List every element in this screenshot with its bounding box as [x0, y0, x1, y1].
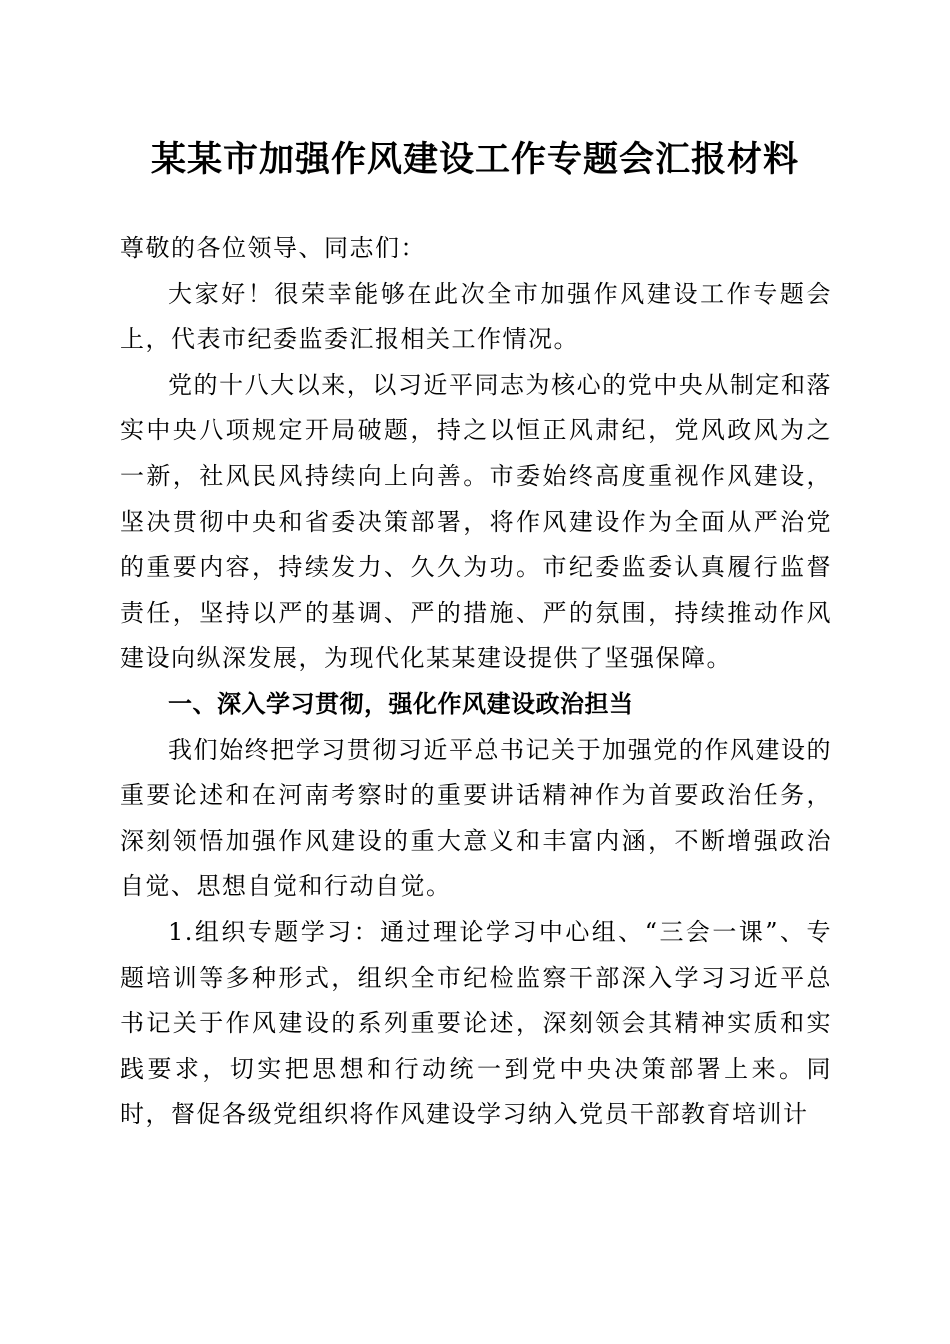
section-heading: 一、深入学习贯彻，强化作风建设政治担当	[168, 689, 634, 718]
background-paragraph: 党的十八大以来，以习近平同志为核心的党中央从制定和落实中央八项规定开局破题，持之以恒正风肃纪，党风政风为之一新，社风民风持续向上向善。市委始终高度重视作风建设，坚决贯彻中央和省委决策部署，将作风建设作为全面从严治党的重要内容，持续发力、久久为功。市纪委监委认真履行监督责任，坚持以严的基调、严的措施、严的氛围，持续推动作风建设向纵深发展，为现代化某某建设提供了坚强保障。	[120, 370, 832, 673]
salutation: 尊敬的各位领导、同志们：	[120, 234, 426, 262]
opening-paragraph: 大家好！很荣幸能够在此次全市加强作风建设工作专题会上，代表市纪委监委汇报相关工作情况。	[120, 279, 832, 354]
numbered-item-paragraph: 1.组织专题学习：通过理论学习中心组、“三会一课”、专题培训等多种形式，组织全市纪检监察干部深入学习习近平总书记关于作风建设的系列重要论述，深刻领会其精神实质和实践要求，切实把思想和行动统一到党中央决策部署上来。同时，督促各级党组织将作风建设学习纳入党员干部教育培训计	[120, 917, 832, 1129]
document-body	[120, 226, 832, 1138]
section-intro-paragraph: 我们始终把学习贯彻习近平总书记关于加强党的作风建设的重要论述和在河南考察时的重要讲话精神作为首要政治任务，深刻领悟加强作风建设的重大意义和丰富内涵，不断增强政治自觉、思想自觉和行动自觉。	[120, 735, 832, 901]
document-title: 某某市加强作风建设工作专题会汇报材料	[150, 139, 799, 180]
